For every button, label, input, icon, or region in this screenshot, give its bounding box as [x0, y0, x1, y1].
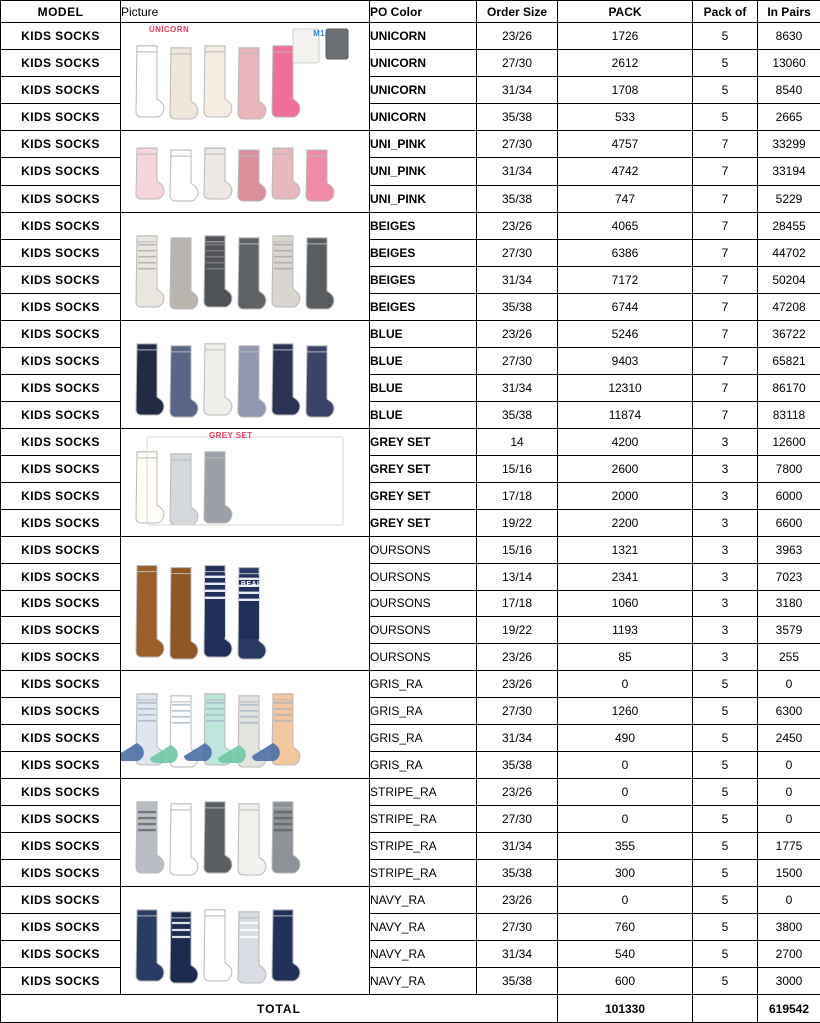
cell-pack: 1726 — [558, 23, 693, 50]
cell-model: KIDS SOCKS — [1, 50, 121, 77]
cell-model: KIDS SOCKS — [1, 375, 121, 402]
navy-ra-socks-image — [121, 887, 369, 994]
total-label: TOTAL — [1, 995, 558, 1023]
cell-pack-of: 5 — [693, 914, 758, 941]
cell-order-size: 17/18 — [477, 590, 558, 617]
column-header-order-size: Order Size — [477, 1, 558, 23]
cell-order-size: 31/34 — [477, 77, 558, 104]
cell-model: KIDS SOCKS — [1, 941, 121, 968]
cell-in-pairs: 0 — [758, 806, 820, 833]
cell-order-size: 31/34 — [477, 375, 558, 402]
cell-po-color: BEIGES — [370, 294, 477, 321]
cell-pack: 4742 — [558, 158, 693, 185]
cell-pack: 4757 — [558, 131, 693, 158]
cell-po-color: UNI_PINK — [370, 158, 477, 185]
cell-po-color: UNI_PINK — [370, 185, 477, 212]
cell-order-size: 31/34 — [477, 158, 558, 185]
cell-in-pairs: 1500 — [758, 860, 820, 887]
cell-order-size: 27/30 — [477, 698, 558, 725]
cell-in-pairs: 6000 — [758, 483, 820, 510]
cell-pack: 1060 — [558, 590, 693, 617]
cell-in-pairs: 2665 — [758, 104, 820, 131]
cell-picture — [121, 131, 370, 213]
table-row — [1, 321, 820, 348]
cell-model: KIDS SOCKS — [1, 131, 121, 158]
cell-order-size: 23/26 — [477, 779, 558, 806]
cell-in-pairs: 2700 — [758, 941, 820, 968]
cell-model: KIDS SOCKS — [1, 23, 121, 50]
cell-model: KIDS SOCKS — [1, 158, 121, 185]
cell-pack: 533 — [558, 104, 693, 131]
cell-order-size: 35/38 — [477, 104, 558, 131]
cell-pack-of: 3 — [693, 483, 758, 510]
cell-po-color: BLUE — [370, 348, 477, 375]
cell-model: KIDS SOCKS — [1, 590, 121, 617]
cell-pack-of: 5 — [693, 887, 758, 914]
cell-model: KIDS SOCKS — [1, 563, 121, 590]
cell-model: KIDS SOCKS — [1, 537, 121, 564]
cell-po-color: STRIPE_RA — [370, 860, 477, 887]
cell-model: KIDS SOCKS — [1, 213, 121, 240]
cell-pack-of: 7 — [693, 185, 758, 212]
cell-pack: 1708 — [558, 77, 693, 104]
cell-pack: 9403 — [558, 348, 693, 375]
stripe-ra-socks-image — [121, 779, 369, 886]
cell-picture — [121, 671, 370, 779]
cell-order-size: 35/38 — [477, 294, 558, 321]
cell-pack-of: 5 — [693, 77, 758, 104]
cell-in-pairs: 3579 — [758, 617, 820, 644]
table-row — [1, 429, 820, 456]
table-row — [1, 671, 820, 698]
cell-po-color: GREY SET — [370, 483, 477, 510]
cell-pack: 355 — [558, 833, 693, 860]
cell-in-pairs: 3963 — [758, 537, 820, 564]
cell-model: KIDS SOCKS — [1, 617, 121, 644]
cell-pack: 0 — [558, 806, 693, 833]
beiges-socks-image — [121, 213, 369, 320]
table-header — [1, 1, 820, 23]
cell-order-size: 31/34 — [477, 833, 558, 860]
cell-pack: 12310 — [558, 375, 693, 402]
table-row — [1, 213, 820, 240]
cell-in-pairs: 44702 — [758, 240, 820, 267]
cell-po-color: GRIS_RA — [370, 752, 477, 779]
cell-order-size: 35/38 — [477, 860, 558, 887]
cell-pack-of: 5 — [693, 671, 758, 698]
cell-in-pairs: 8540 — [758, 77, 820, 104]
cell-order-size: 31/34 — [477, 267, 558, 294]
cell-po-color: OURSONS — [370, 644, 477, 671]
cell-pack-of: 3 — [693, 456, 758, 483]
cell-order-size: 15/16 — [477, 456, 558, 483]
cell-pack-of: 7 — [693, 294, 758, 321]
cell-pack-of: 5 — [693, 779, 758, 806]
cell-pack: 2000 — [558, 483, 693, 510]
cell-in-pairs: 83118 — [758, 402, 820, 429]
cell-model: KIDS SOCKS — [1, 321, 121, 348]
cell-in-pairs: 8630 — [758, 23, 820, 50]
cell-in-pairs: 86170 — [758, 375, 820, 402]
cell-model: KIDS SOCKS — [1, 860, 121, 887]
cell-pack-of: 5 — [693, 50, 758, 77]
cell-pack-of: 7 — [693, 240, 758, 267]
cell-po-color: BLUE — [370, 402, 477, 429]
cell-order-size: 27/30 — [477, 50, 558, 77]
cell-in-pairs: 3000 — [758, 968, 820, 995]
cell-pack-of: 5 — [693, 698, 758, 725]
cell-model: KIDS SOCKS — [1, 779, 121, 806]
oursons-socks-image — [121, 537, 369, 670]
cell-pack: 300 — [558, 860, 693, 887]
total-in-pairs: 619542 — [758, 995, 820, 1023]
cell-pack-of: 7 — [693, 158, 758, 185]
cell-in-pairs: 3180 — [758, 590, 820, 617]
cell-pack: 0 — [558, 887, 693, 914]
oursons-socks-caption: BEAUTIFUL DAY — [241, 581, 302, 588]
cell-picture — [121, 779, 370, 887]
cell-pack-of: 3 — [693, 563, 758, 590]
cell-in-pairs: 0 — [758, 887, 820, 914]
total-row — [1, 995, 820, 1023]
unicorn-socks-image — [121, 23, 369, 130]
cell-pack: 85 — [558, 644, 693, 671]
cell-pack-of: 5 — [693, 941, 758, 968]
cell-po-color: GRIS_RA — [370, 698, 477, 725]
cell-po-color: OURSONS — [370, 617, 477, 644]
cell-order-size: 13/14 — [477, 563, 558, 590]
blue-socks-image — [121, 321, 369, 428]
table-footer — [1, 995, 820, 1023]
cell-order-size: 27/30 — [477, 131, 558, 158]
grey-set-socks-image — [121, 429, 369, 536]
cell-pack: 1321 — [558, 537, 693, 564]
cell-po-color: UNICORN — [370, 50, 477, 77]
cell-in-pairs: 28455 — [758, 213, 820, 240]
cell-in-pairs: 6300 — [758, 698, 820, 725]
cell-pack-of: 3 — [693, 537, 758, 564]
cell-model: KIDS SOCKS — [1, 429, 121, 456]
table-row — [1, 131, 820, 158]
cell-picture — [121, 429, 370, 537]
cell-model: KIDS SOCKS — [1, 644, 121, 671]
unicorn-badge: M1 — [313, 29, 325, 38]
cell-pack-of: 7 — [693, 321, 758, 348]
cell-model: KIDS SOCKS — [1, 77, 121, 104]
cell-order-size: 23/26 — [477, 23, 558, 50]
cell-pack: 11874 — [558, 402, 693, 429]
cell-order-size: 23/26 — [477, 887, 558, 914]
cell-pack-of: 3 — [693, 510, 758, 537]
cell-model: KIDS SOCKS — [1, 185, 121, 212]
total-pack-of — [693, 995, 758, 1023]
cell-model: KIDS SOCKS — [1, 698, 121, 725]
cell-pack-of: 5 — [693, 104, 758, 131]
cell-model: KIDS SOCKS — [1, 267, 121, 294]
cell-order-size: 35/38 — [477, 752, 558, 779]
cell-pack: 0 — [558, 752, 693, 779]
cell-po-color: GREY SET — [370, 429, 477, 456]
cell-po-color: STRIPE_RA — [370, 806, 477, 833]
column-header-in-pairs: In Pairs — [758, 1, 820, 23]
cell-pack: 2600 — [558, 456, 693, 483]
cell-model: KIDS SOCKS — [1, 104, 121, 131]
cell-pack-of: 5 — [693, 752, 758, 779]
gris-ra-socks-image — [121, 671, 369, 778]
cell-pack: 747 — [558, 185, 693, 212]
table-body — [1, 23, 820, 995]
total-pack: 101330 — [558, 995, 693, 1023]
cell-pack: 4200 — [558, 429, 693, 456]
cell-model: KIDS SOCKS — [1, 887, 121, 914]
cell-pack-of: 7 — [693, 402, 758, 429]
cell-order-size: 27/30 — [477, 348, 558, 375]
cell-po-color: NAVY_RA — [370, 914, 477, 941]
table-row — [1, 779, 820, 806]
cell-pack-of: 5 — [693, 860, 758, 887]
cell-order-size: 35/38 — [477, 968, 558, 995]
cell-pack: 6744 — [558, 294, 693, 321]
cell-model: KIDS SOCKS — [1, 483, 121, 510]
table-row — [1, 23, 820, 50]
cell-model: KIDS SOCKS — [1, 294, 121, 321]
cell-order-size: 35/38 — [477, 402, 558, 429]
cell-pack: 5246 — [558, 321, 693, 348]
cell-order-size: 19/22 — [477, 510, 558, 537]
column-header-po-color: PO Color — [370, 1, 477, 23]
column-header-model: MODEL — [1, 1, 121, 23]
cell-order-size: 27/30 — [477, 914, 558, 941]
cell-picture — [121, 321, 370, 429]
cell-pack-of: 7 — [693, 213, 758, 240]
cell-model: KIDS SOCKS — [1, 752, 121, 779]
cell-order-size: 19/22 — [477, 617, 558, 644]
cell-po-color: NAVY_RA — [370, 941, 477, 968]
cell-in-pairs: 0 — [758, 671, 820, 698]
cell-in-pairs: 2450 — [758, 725, 820, 752]
cell-picture — [121, 537, 370, 671]
cell-po-color: BEIGES — [370, 267, 477, 294]
cell-model: KIDS SOCKS — [1, 510, 121, 537]
cell-po-color: BEIGES — [370, 213, 477, 240]
cell-in-pairs: 7023 — [758, 563, 820, 590]
cell-in-pairs: 33299 — [758, 131, 820, 158]
cell-pack-of: 7 — [693, 131, 758, 158]
cell-pack-of: 5 — [693, 23, 758, 50]
uni-pink-socks-image — [121, 131, 369, 212]
cell-order-size: 31/34 — [477, 941, 558, 968]
cell-in-pairs: 1775 — [758, 833, 820, 860]
cell-pack: 760 — [558, 914, 693, 941]
cell-pack: 0 — [558, 671, 693, 698]
cell-pack: 0 — [558, 779, 693, 806]
cell-model: KIDS SOCKS — [1, 914, 121, 941]
cell-pack-of: 7 — [693, 267, 758, 294]
cell-order-size: 31/34 — [477, 725, 558, 752]
cell-picture — [121, 213, 370, 321]
cell-in-pairs: 36722 — [758, 321, 820, 348]
cell-model: KIDS SOCKS — [1, 240, 121, 267]
cell-po-color: GREY SET — [370, 456, 477, 483]
cell-in-pairs: 0 — [758, 752, 820, 779]
cell-pack-of: 5 — [693, 833, 758, 860]
cell-pack: 540 — [558, 941, 693, 968]
cell-model: KIDS SOCKS — [1, 833, 121, 860]
cell-order-size: 35/38 — [477, 185, 558, 212]
cell-model: KIDS SOCKS — [1, 806, 121, 833]
column-header-pack-of: Pack of — [693, 1, 758, 23]
cell-pack: 1260 — [558, 698, 693, 725]
cell-model: KIDS SOCKS — [1, 725, 121, 752]
table-row — [1, 887, 820, 914]
cell-in-pairs: 50204 — [758, 267, 820, 294]
table-row — [1, 537, 820, 564]
cell-order-size: 23/26 — [477, 644, 558, 671]
cell-pack: 600 — [558, 968, 693, 995]
cell-in-pairs: 255 — [758, 644, 820, 671]
cell-pack: 2341 — [558, 563, 693, 590]
cell-order-size: 27/30 — [477, 806, 558, 833]
cell-po-color: BEIGES — [370, 240, 477, 267]
cell-order-size: 23/26 — [477, 213, 558, 240]
cell-in-pairs: 33194 — [758, 158, 820, 185]
cell-model: KIDS SOCKS — [1, 402, 121, 429]
cell-order-size: 17/18 — [477, 483, 558, 510]
cell-in-pairs: 65821 — [758, 348, 820, 375]
cell-po-color: NAVY_RA — [370, 968, 477, 995]
cell-pack: 7172 — [558, 267, 693, 294]
cell-po-color: UNICORN — [370, 23, 477, 50]
cell-model: KIDS SOCKS — [1, 968, 121, 995]
cell-pack-of: 3 — [693, 429, 758, 456]
cell-po-color: OURSONS — [370, 563, 477, 590]
cell-order-size: 14 — [477, 429, 558, 456]
cell-pack: 6386 — [558, 240, 693, 267]
cell-po-color: OURSONS — [370, 590, 477, 617]
cell-pack-of: 5 — [693, 968, 758, 995]
cell-in-pairs: 13060 — [758, 50, 820, 77]
cell-po-color: UNI_PINK — [370, 131, 477, 158]
cell-picture — [121, 887, 370, 995]
cell-po-color: STRIPE_RA — [370, 779, 477, 806]
cell-pack: 4065 — [558, 213, 693, 240]
cell-pack: 2200 — [558, 510, 693, 537]
cell-po-color: GRIS_RA — [370, 725, 477, 752]
cell-pack-of: 5 — [693, 806, 758, 833]
cell-in-pairs: 6600 — [758, 510, 820, 537]
column-header-pack: PACK — [558, 1, 693, 23]
cell-picture — [121, 23, 370, 131]
cell-pack-of: 3 — [693, 590, 758, 617]
cell-pack-of: 7 — [693, 375, 758, 402]
cell-order-size: 23/26 — [477, 321, 558, 348]
unicorn-socks-caption: UNICORN — [149, 25, 189, 34]
cell-pack: 490 — [558, 725, 693, 752]
cell-in-pairs: 12600 — [758, 429, 820, 456]
cell-po-color: UNICORN — [370, 104, 477, 131]
cell-pack: 1193 — [558, 617, 693, 644]
cell-pack-of: 3 — [693, 617, 758, 644]
cell-in-pairs: 3800 — [758, 914, 820, 941]
column-header-picture: Picture — [121, 1, 370, 23]
cell-po-color: GRIS_RA — [370, 671, 477, 698]
cell-po-color: STRIPE_RA — [370, 833, 477, 860]
cell-pack-of: 5 — [693, 725, 758, 752]
cell-pack: 2612 — [558, 50, 693, 77]
cell-po-color: BLUE — [370, 321, 477, 348]
cell-in-pairs: 7800 — [758, 456, 820, 483]
cell-order-size: 23/26 — [477, 671, 558, 698]
cell-in-pairs: 5229 — [758, 185, 820, 212]
cell-po-color: NAVY_RA — [370, 887, 477, 914]
cell-in-pairs: 47208 — [758, 294, 820, 321]
cell-po-color: BLUE — [370, 375, 477, 402]
grey-set-socks-caption: GREY SET — [209, 431, 253, 440]
cell-model: KIDS SOCKS — [1, 671, 121, 698]
header-row — [1, 1, 820, 23]
cell-pack-of: 7 — [693, 348, 758, 375]
cell-model: KIDS SOCKS — [1, 348, 121, 375]
cell-order-size: 15/16 — [477, 537, 558, 564]
cell-po-color: GREY SET — [370, 510, 477, 537]
cell-po-color: OURSONS — [370, 537, 477, 564]
cell-model: KIDS SOCKS — [1, 456, 121, 483]
cell-po-color: UNICORN — [370, 77, 477, 104]
cell-in-pairs: 0 — [758, 779, 820, 806]
cell-pack-of: 3 — [693, 644, 758, 671]
cell-order-size: 27/30 — [477, 240, 558, 267]
